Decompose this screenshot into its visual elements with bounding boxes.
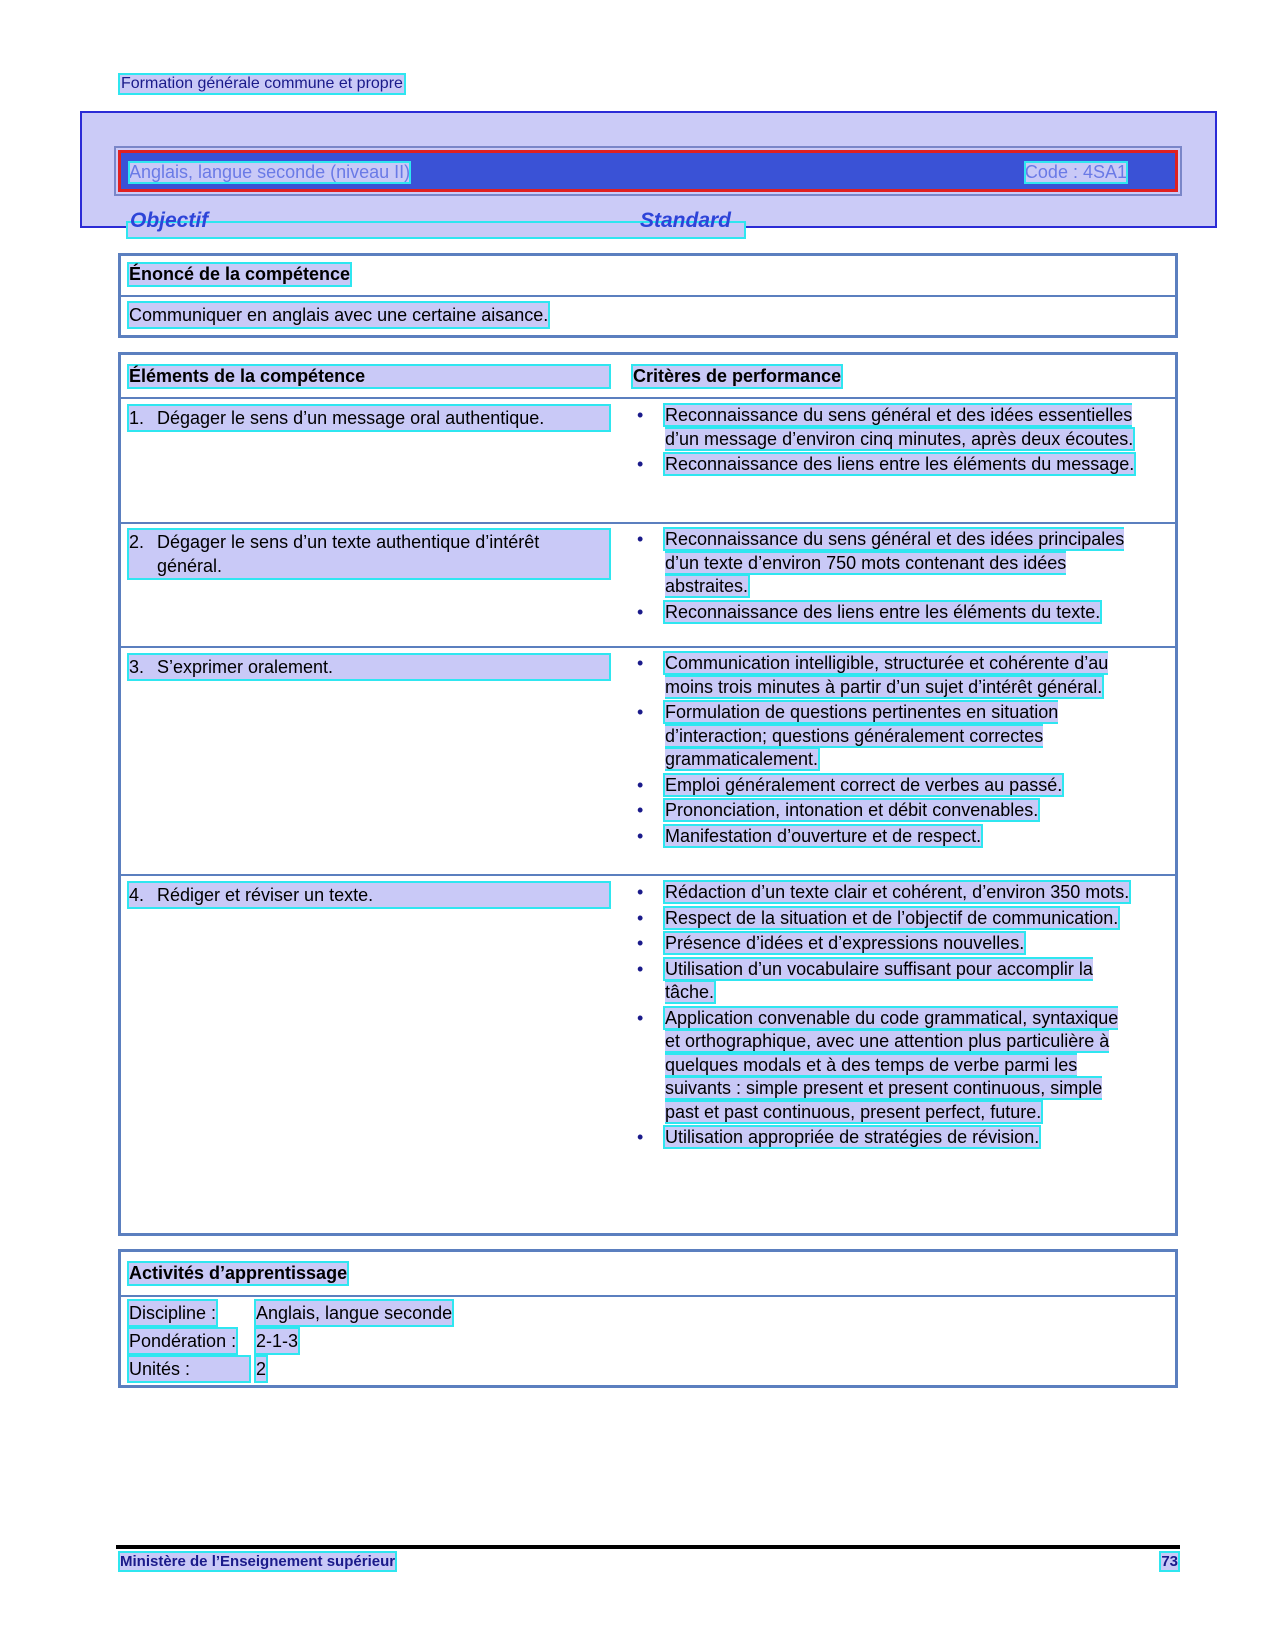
enonce-box [118, 253, 1178, 338]
heading-objectif: Objectif [130, 209, 209, 232]
bullet-icon: • [637, 800, 644, 820]
element-row-2 [129, 530, 609, 578]
element-number: 3. [129, 657, 145, 677]
criterion-item: • Communication intelligible, structurée et cohérente d’au moins trois minutes à partir d’un sujet d’intérêt général. [637, 653, 1109, 697]
footer-rule [116, 1545, 1180, 1549]
criterion-item: • Utilisation d’un vocabulaire suffisant pour accomplir la tâche. [637, 958, 1093, 1002]
criterion-item: • Reconnaissance des liens entre les éléments du message. [637, 453, 1137, 477]
criterion-item: • Rédaction d’un texte clair et cohérent, d’environ 350 mots. [637, 881, 1137, 905]
criterion-item: • Reconnaissance des liens entre les éléments du texte. [637, 601, 1137, 625]
bullet-icon: • [637, 1007, 644, 1028]
divider [121, 1295, 1175, 1297]
activites-header: Activités d’apprentissage [129, 1263, 348, 1283]
criteres-header: Critères de performance [633, 366, 842, 386]
elements-criteres-box [118, 352, 1178, 1236]
bullet-icon: • [637, 702, 644, 722]
course-title: Anglais, langue seconde (niveau II) [129, 162, 411, 182]
element-row-1 [129, 406, 609, 430]
section-label: Formation générale commune et propre [121, 75, 403, 92]
divider [121, 522, 1175, 524]
criterion-item: • Application convenable du code grammatical, syntaxique et orthographique, avec une attention plus particulière à quelques modals et à des temps de verbe parmi les suivants : simple present et present continuous, simple past et past continuous, present perfect, future. [637, 1007, 1119, 1122]
criterion-item: • Manifestation d’ouverture et de respect. [637, 825, 1137, 849]
criterion-item: • Formulation de questions pertinentes en situation d’interaction; questions généralement correctes grammaticalement. [637, 702, 1059, 769]
criterion-item: • Respect de la situation et de l’objectif de communication. [637, 907, 1137, 931]
element-number: 2. [129, 532, 145, 552]
heading-standard: Standard [640, 209, 732, 232]
criteria-list-1 [637, 404, 1137, 479]
page-number: 73 [1161, 1553, 1178, 1570]
element-row-4 [129, 883, 609, 907]
footer-ministry: Ministère de l’Enseignement supérieur [120, 1553, 396, 1570]
element-number: 1. [129, 408, 145, 428]
course-code: Code : 4SA1 [1024, 162, 1127, 182]
criteria-list-4 [637, 881, 1137, 1152]
criterion-item: • Emploi généralement correct de verbes au passé. [637, 774, 1137, 798]
bullet-icon: • [637, 958, 644, 979]
bullet-icon: • [637, 601, 644, 622]
enonce-header: Énoncé de la compétence [129, 264, 351, 284]
discipline-label: Discipline : [129, 1303, 217, 1323]
elements-header: Éléments de la compétence [129, 366, 609, 387]
course-title-bar [118, 150, 1178, 192]
bullet-icon: • [637, 653, 644, 673]
bullet-icon: • [637, 774, 644, 795]
criterion-item: • Reconnaissance du sens général et des idées essentielles d’un message d’environ cinq minutes, après deux écoutes. [637, 405, 1134, 449]
divider [121, 874, 1175, 876]
element-text: Dégager le sens d’un message oral authentique. [157, 408, 545, 428]
unites-value: 2 [256, 1359, 267, 1379]
ponderation-label: Pondération : [129, 1331, 237, 1351]
bullet-icon: • [637, 405, 644, 425]
divider [121, 397, 1175, 399]
criterion-item: • Présence d’idées et d’expressions nouvelles. [637, 932, 1137, 956]
element-number: 4. [129, 885, 145, 905]
criterion-item: • Utilisation appropriée de stratégies de révision. [637, 1126, 1137, 1150]
criteria-list-3 [637, 652, 1137, 850]
criterion-item: • Prononciation, intonation et débit convenables. [637, 799, 1137, 823]
bullet-icon: • [637, 529, 644, 549]
element-text: Dégager le sens d’un texte authentique d’intérêt général. [157, 532, 540, 576]
element-text: Rédiger et réviser un texte. [157, 885, 374, 905]
element-text: S’exprimer oralement. [157, 657, 334, 677]
criteria-list-2 [637, 528, 1137, 626]
bullet-icon: • [637, 882, 644, 902]
ponderation-value: 2-1-3 [256, 1331, 299, 1351]
bullet-icon: • [637, 1127, 644, 1147]
criterion-item: • Reconnaissance du sens général et des idées principales d’un texte d’environ 750 mots contenant des idées abstraites. [637, 529, 1125, 596]
bullet-icon: • [637, 933, 644, 953]
bullet-icon: • [637, 454, 644, 474]
discipline-value: Anglais, langue seconde [256, 1303, 453, 1323]
element-row-3 [129, 655, 609, 679]
enonce-text: Communiquer en anglais avec une certaine aisance. [129, 305, 549, 325]
activites-box [118, 1249, 1178, 1388]
divider [121, 646, 1175, 648]
unites-label: Unités : [129, 1357, 249, 1381]
divider [121, 295, 1175, 297]
bullet-icon: • [637, 825, 644, 846]
bullet-icon: • [637, 907, 644, 928]
